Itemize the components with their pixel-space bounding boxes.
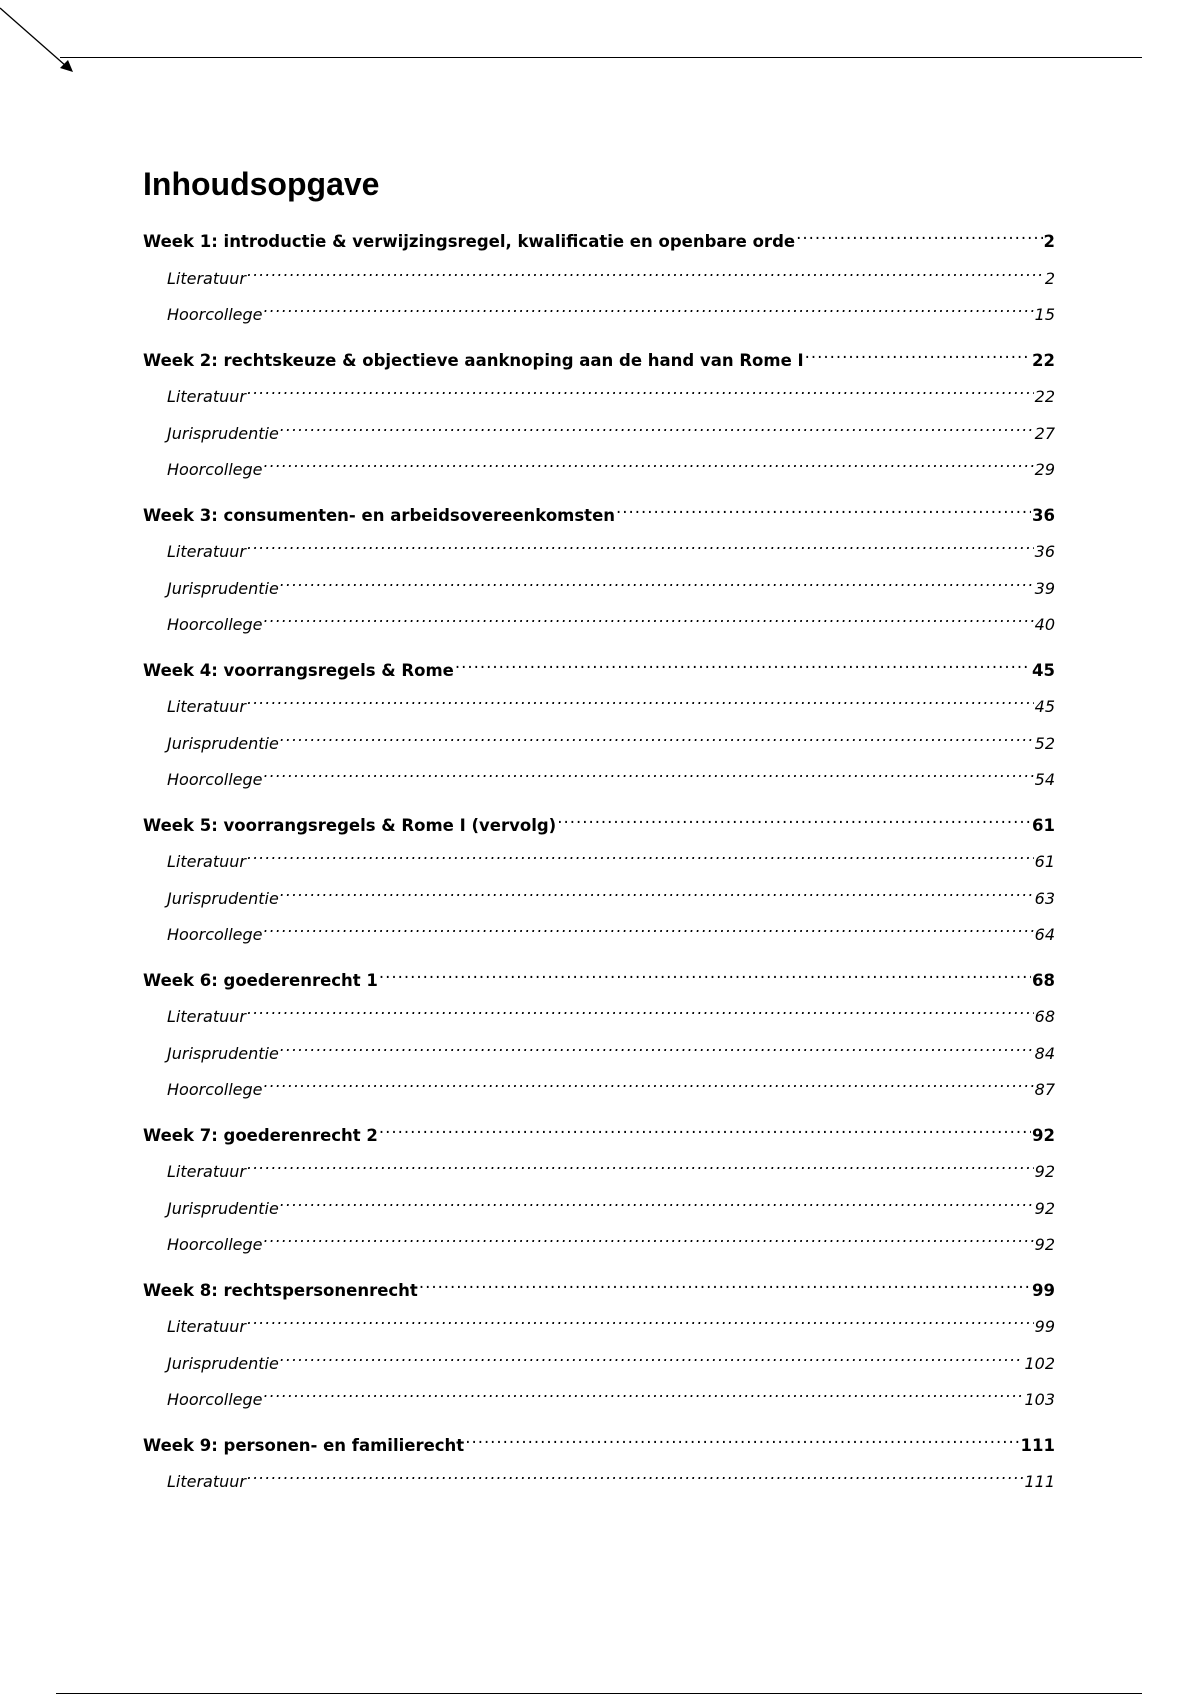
toc-subentry-page: 99 <box>1034 1317 1055 1336</box>
toc-subentry[interactable] <box>143 1312 1055 1349</box>
toc-subentry[interactable] <box>143 455 1055 492</box>
dot-leader <box>280 1198 1034 1214</box>
toc-subentry-label: Hoorcollege <box>167 925 263 944</box>
toc-subentry[interactable] <box>143 692 1055 729</box>
dot-leader <box>264 614 1034 630</box>
toc-entry-title: Week 7: goederenrecht 2 <box>143 1125 378 1145</box>
toc-section <box>143 811 1055 957</box>
toc-subentry-label: Jurisprudentie <box>167 578 279 598</box>
dot-leader <box>280 888 1034 904</box>
toc-entry-page: 111 <box>1020 1435 1055 1455</box>
toc-subentry[interactable] <box>143 1385 1055 1422</box>
dot-leader <box>247 541 1034 557</box>
toc-subentry[interactable] <box>143 264 1055 301</box>
toc-entry-page: 45 <box>1032 660 1055 680</box>
toc-subentry-page: 2 <box>1044 268 1055 288</box>
toc-entry-title: Week 8: rechtspersonenrecht <box>143 1280 418 1300</box>
toc-subentry[interactable] <box>143 382 1055 419</box>
toc-entry-page: 68 <box>1032 970 1055 990</box>
toc-subentry-page: 68 <box>1034 1007 1055 1026</box>
toc-entry-page: 22 <box>1032 350 1055 370</box>
toc-subentry[interactable] <box>143 729 1055 766</box>
dot-leader <box>247 1471 1023 1487</box>
toc-entry-page: 36 <box>1032 505 1055 525</box>
toc-subentry[interactable] <box>143 1002 1055 1039</box>
toc-subentry-page: 102 <box>1024 1353 1055 1373</box>
toc-subentry-label: Hoorcollege <box>167 1235 263 1254</box>
toc-subentry[interactable] <box>143 1039 1055 1076</box>
toc-subentry-page: 22 <box>1034 387 1055 406</box>
toc-subentry-label: Literatuur <box>167 1317 246 1336</box>
toc-subentry-label: Jurisprudentie <box>167 423 279 443</box>
dot-leader <box>280 1043 1034 1059</box>
toc-entry-week-9[interactable] <box>143 1431 1055 1468</box>
dot-leader <box>247 1316 1034 1332</box>
toc-subentry-page: 45 <box>1034 697 1055 716</box>
toc-entry-week-5[interactable] <box>143 811 1055 848</box>
toc-subentry-page: 54 <box>1034 770 1055 789</box>
table-of-contents <box>143 227 1055 1513</box>
dot-leader <box>264 1234 1034 1250</box>
toc-section <box>143 227 1055 337</box>
toc-entry-week-2[interactable] <box>143 346 1055 383</box>
footer-rule <box>56 1693 1142 1694</box>
toc-subentry-label: Jurisprudentie <box>167 733 279 753</box>
page-title: Inhoudsopgave <box>143 166 380 202</box>
toc-section <box>143 501 1055 647</box>
toc-subentry-page: 84 <box>1034 1043 1055 1063</box>
corner-arrow-icon <box>0 0 90 90</box>
dot-leader <box>796 231 1042 248</box>
toc-subentry[interactable] <box>143 1230 1055 1267</box>
toc-subentry[interactable] <box>143 300 1055 337</box>
toc-subentry-page: 63 <box>1034 888 1055 908</box>
toc-entry-week-1[interactable] <box>143 227 1055 264</box>
dot-leader <box>264 769 1034 785</box>
toc-entry-title: Week 3: consumenten- en arbeidsovereenkomsten <box>143 505 616 525</box>
toc-entry-page: 2 <box>1043 232 1055 251</box>
toc-subentry-page: 111 <box>1024 1472 1055 1491</box>
dot-leader <box>280 578 1034 594</box>
toc-entry-page: 92 <box>1032 1125 1055 1145</box>
toc-subentry-label: Literatuur <box>167 268 246 288</box>
toc-section <box>143 656 1055 802</box>
dot-leader <box>247 268 1044 284</box>
dot-leader <box>465 1434 1019 1451</box>
toc-entry-week-6[interactable] <box>143 966 1055 1003</box>
toc-subentry-page: 40 <box>1034 615 1055 634</box>
dot-leader <box>557 814 1031 831</box>
toc-section <box>143 1431 1055 1504</box>
toc-subentry-label: Literatuur <box>167 697 246 716</box>
toc-subentry-label: Hoorcollege <box>167 1390 263 1409</box>
dot-leader <box>616 504 1031 521</box>
toc-subentry-page: 92 <box>1034 1162 1055 1181</box>
dot-leader <box>280 1353 1024 1369</box>
toc-subentry-page: 36 <box>1034 542 1055 561</box>
toc-entry-title: Week 4: voorrangsregels & Rome <box>143 660 454 680</box>
toc-subentry[interactable] <box>143 1349 1055 1386</box>
toc-section <box>143 966 1055 1112</box>
toc-subentry-label: Literatuur <box>167 1162 246 1181</box>
dot-leader <box>805 349 1031 366</box>
dot-leader <box>280 423 1034 439</box>
toc-subentry[interactable] <box>143 1467 1055 1504</box>
toc-subentry-page: 29 <box>1034 460 1055 479</box>
dot-leader <box>264 924 1034 940</box>
toc-subentry-label: Literatuur <box>167 1472 246 1491</box>
toc-section <box>143 1276 1055 1422</box>
toc-subentry-page: 39 <box>1034 578 1055 598</box>
toc-entry-title: Week 1: introductie & verwijzingsregel, kwalificatie en openbare orde <box>143 232 796 251</box>
toc-subentry-label: Literatuur <box>167 542 246 561</box>
toc-subentry-label: Hoorcollege <box>167 460 263 479</box>
toc-subentry-page: 52 <box>1034 733 1055 753</box>
dot-leader <box>247 386 1034 402</box>
toc-section <box>143 1121 1055 1267</box>
toc-subentry-label: Jurisprudentie <box>167 1353 279 1373</box>
header-rule <box>60 57 1142 58</box>
toc-subentry-label: Hoorcollege <box>167 1080 263 1099</box>
toc-entry-title: Week 2: rechtskeuze & objectieve aanknoping aan de hand van Rome I <box>143 350 804 370</box>
toc-subentry-label: Jurisprudentie <box>167 1043 279 1063</box>
toc-subentry[interactable] <box>143 610 1055 647</box>
toc-subentry-label: Hoorcollege <box>167 770 263 789</box>
dot-leader <box>247 1161 1034 1177</box>
toc-entry-title: Week 9: personen- en familierecht <box>143 1435 465 1455</box>
dot-leader <box>247 1006 1034 1022</box>
toc-subentry[interactable] <box>143 920 1055 957</box>
toc-entry-week-7[interactable] <box>143 1121 1055 1158</box>
toc-subentry-label: Literatuur <box>167 852 246 871</box>
toc-subentry-page: 92 <box>1034 1235 1055 1254</box>
dot-leader <box>247 696 1034 712</box>
dot-leader <box>247 851 1034 867</box>
toc-entry-week-4[interactable] <box>143 656 1055 693</box>
toc-subentry-label: Literatuur <box>167 1007 246 1026</box>
toc-subentry[interactable] <box>143 419 1055 456</box>
toc-subentry-page: 64 <box>1034 925 1055 944</box>
toc-section <box>143 346 1055 492</box>
dot-leader <box>264 1079 1034 1095</box>
dot-leader <box>379 969 1031 986</box>
toc-entry-title: Week 5: voorrangsregels & Rome I (vervolg) <box>143 815 557 835</box>
toc-subentry-label: Literatuur <box>167 387 246 406</box>
toc-subentry[interactable] <box>143 765 1055 802</box>
dot-leader <box>280 733 1034 749</box>
toc-subentry[interactable] <box>143 1075 1055 1112</box>
dot-leader <box>264 1389 1024 1405</box>
toc-entry-week-8[interactable] <box>143 1276 1055 1313</box>
toc-subentry-page: 87 <box>1034 1080 1055 1099</box>
toc-subentry[interactable] <box>143 1157 1055 1194</box>
toc-entry-page: 61 <box>1032 815 1055 835</box>
toc-subentry-page: 103 <box>1024 1390 1055 1409</box>
toc-subentry-page: 27 <box>1034 423 1055 443</box>
toc-subentry[interactable] <box>143 847 1055 884</box>
dot-leader <box>379 1124 1031 1141</box>
toc-entry-page: 99 <box>1032 1280 1055 1300</box>
toc-subentry[interactable] <box>143 884 1055 921</box>
toc-subentry-label: Jurisprudentie <box>167 1198 279 1218</box>
dot-leader <box>264 304 1034 320</box>
toc-subentry-page: 15 <box>1034 305 1055 324</box>
dot-leader <box>419 1279 1031 1296</box>
toc-subentry-label: Jurisprudentie <box>167 888 279 908</box>
dot-leader <box>264 459 1034 475</box>
toc-entry-week-3[interactable] <box>143 501 1055 538</box>
toc-subentry-label: Hoorcollege <box>167 615 263 634</box>
toc-entry-title: Week 6: goederenrecht 1 <box>143 970 378 990</box>
toc-subentry[interactable] <box>143 574 1055 611</box>
toc-subentry[interactable] <box>143 1194 1055 1231</box>
toc-subentry-page: 61 <box>1034 852 1055 871</box>
toc-subentry-page: 92 <box>1034 1198 1055 1218</box>
toc-subentry-label: Hoorcollege <box>167 305 263 324</box>
dot-leader <box>455 659 1031 676</box>
toc-subentry[interactable] <box>143 537 1055 574</box>
